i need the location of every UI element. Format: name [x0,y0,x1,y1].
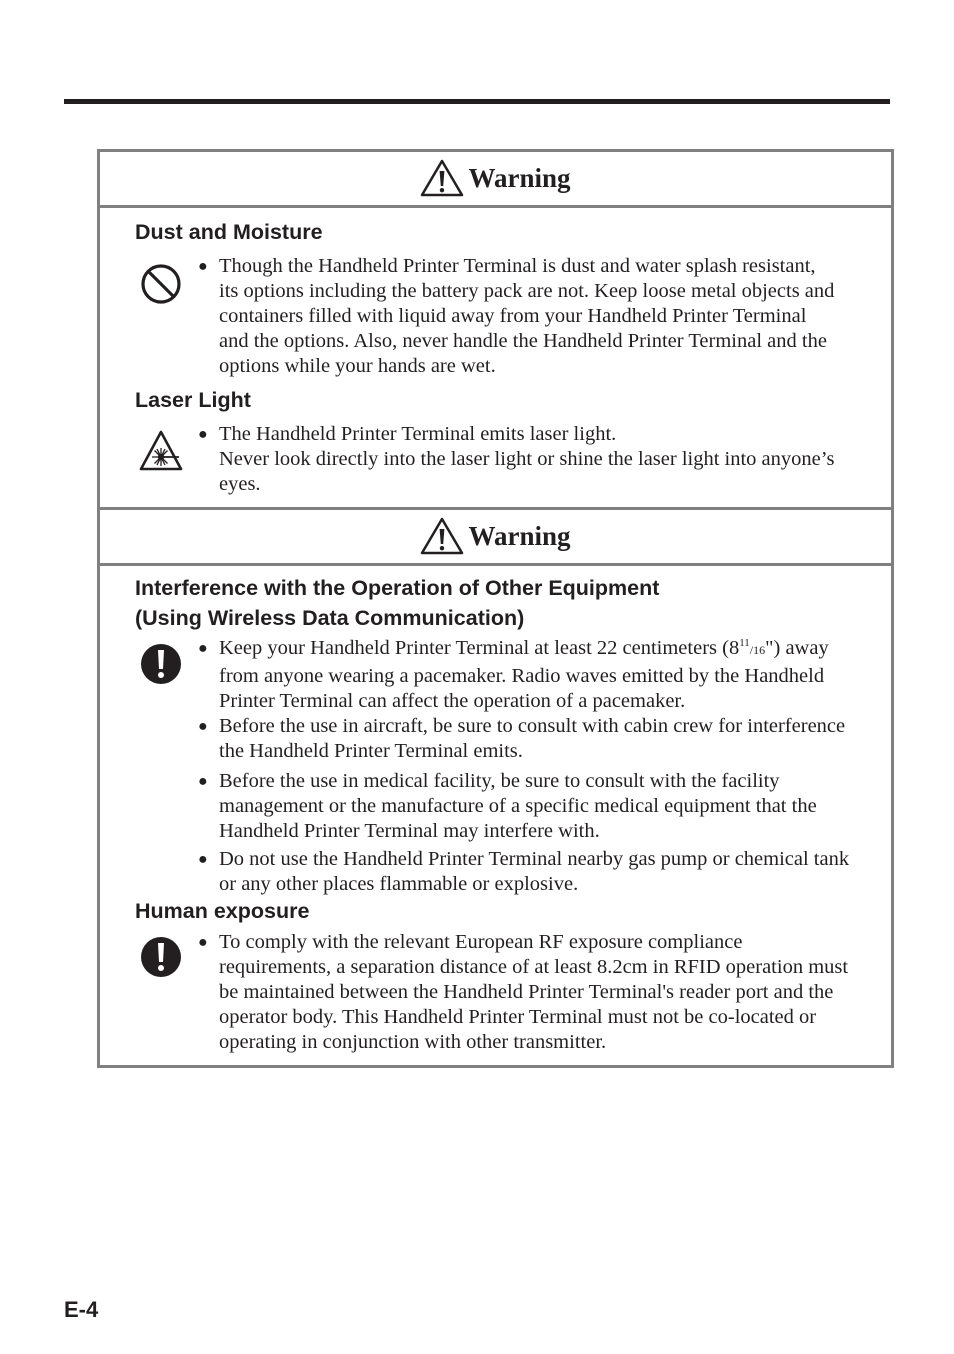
laser-line-1: The Handheld Printer Terminal emits laser light. [219,423,617,445]
human-line-3: be maintained between the Handheld Printer Terminal's reader port and the [219,981,834,1003]
dust-line-2: its options including the battery pack are not. Keep loose metal objects and [219,280,835,302]
warning-triangle-icon [420,517,464,555]
bullet-dot: ● [198,426,208,443]
page-number: E-4 [64,1297,99,1322]
interference-b3-line-2: management or the manufacture of a specific medical equipment that the [219,795,817,817]
interference-bullet-2 [198,714,889,764]
bullet-dot: ● [198,851,208,868]
interference-b4-line-2: or any other places flammable or explosive. [219,873,579,895]
section-interference-human [100,566,891,1065]
bullet-dot: ● [198,773,208,790]
bullet-dot: ● [198,258,208,275]
b1-text-pre: Keep your Handheld Printer Terminal at least 22 centimeters (8 [219,637,740,659]
bullet-dot: ● [198,934,208,951]
human-line-1: To comply with the relevant European RF exposure compliance [219,931,743,953]
human-line-2: requirements, a separation distance of at least 8.2cm in RFID operation must [219,956,849,978]
warning-header [100,152,891,208]
interference-b3-line-3: Handheld Printer Terminal may interfere with. [219,820,600,842]
laser-warning-icon [139,429,183,473]
interference-bullet-3 [198,769,889,844]
dust-line-3: containers filled with liquid away from your Handheld Printer Terminal [219,305,807,327]
bullet-dot: ● [198,640,208,657]
mandatory-icon [139,642,183,686]
section-title-interference-sub: (Using Wireless Data Communication) [135,606,525,630]
b1-text-post: ") away [765,637,829,659]
prohibition-icon [139,262,183,306]
section-title-laser: Laser Light [135,388,251,412]
mandatory-icon [139,935,183,979]
section-title-human: Human exposure [135,899,310,923]
warning-box [97,149,894,1068]
interference-b3-line-1: Before the use in medical facility, be sure to consult with the facility [219,770,780,792]
dust-line-4: and the options. Also, never handle the Handheld Printer Terminal and the [219,330,827,352]
dust-line-1: Though the Handheld Printer Terminal is dust and water splash resistant, [219,255,816,277]
b1-fraction: /16 [749,643,766,657]
dust-line-5: options while your hands are wet. [219,355,496,377]
bullet-dot: ● [198,718,208,735]
top-rule [64,99,890,104]
interference-bullet-1 [198,636,889,714]
human-line-5: operating in conjunction with other transmitter. [219,1031,607,1053]
b1-superscript: 11 [739,637,750,649]
interference-b2-line-1: Before the use in aircraft, be sure to consult with cabin crew for interference [219,715,846,737]
warning-triangle-icon [420,159,464,197]
warning-title: Warning [468,163,571,193]
dust-bullet [198,254,889,379]
interference-bullet-4 [198,847,889,897]
interference-b4-line-1: Do not use the Handheld Printer Terminal nearby gas pump or chemical tank [219,848,850,870]
section-title-interference: Interference with the Operation of Other Equipment [135,576,660,600]
interference-b1-line-3: Printer Terminal can affect the operation of a pacemaker. [219,690,686,712]
section-title-dust: Dust and Moisture [135,220,323,244]
laser-line-2: Never look directly into the laser light or shine the laser light into anyone’s [219,448,835,470]
laser-line-3: eyes. [219,473,261,495]
human-bullet [198,930,889,1055]
interference-b1-line-2: from anyone wearing a pacemaker. Radio waves emitted by the Handheld [219,665,825,687]
interference-b2-line-2: the Handheld Printer Terminal emits. [219,740,523,762]
section-dust-laser [100,208,891,507]
laser-bullet [198,422,889,497]
interference-b1-line-1 [219,636,889,664]
warning-header-2 [100,507,891,566]
human-line-4: operator body. This Handheld Printer Terminal must not be co-located or [219,1006,817,1028]
warning-title-2: Warning [468,521,571,551]
